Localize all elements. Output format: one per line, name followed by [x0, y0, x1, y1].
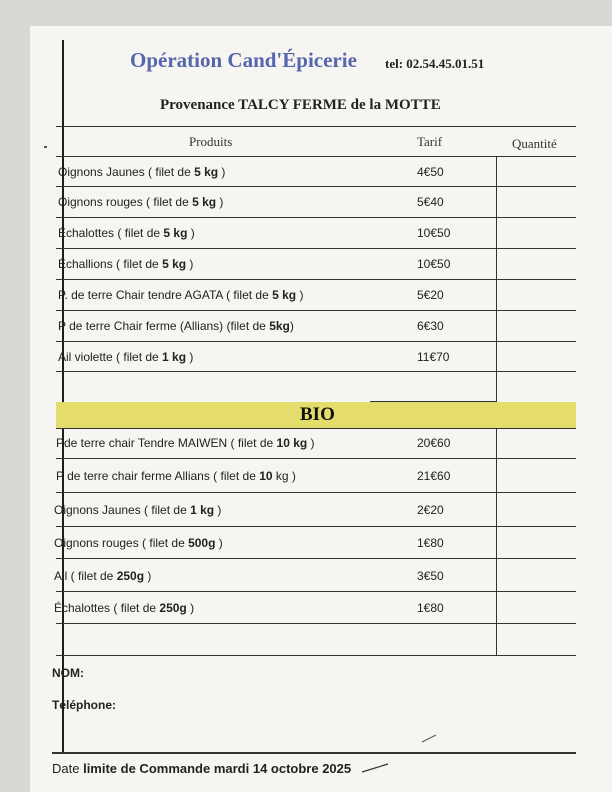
- bio-product-row-name: P de terre chair ferme Allians ( filet de 10 kg ): [56, 469, 296, 483]
- column-header-produits: Produits: [189, 134, 233, 149]
- row-line: [56, 623, 576, 624]
- table-bottom-line: [56, 655, 576, 656]
- telephone-label: Téléphone:: [52, 698, 117, 712]
- row-line: [56, 279, 576, 280]
- row-line: [56, 310, 576, 311]
- product-row-name: P. de terre Chair tendre AGATA ( filet de 5 kg ): [58, 288, 304, 302]
- product-row-name: P de terre Chair ferme (Allians) (filet de 5kg): [58, 319, 294, 333]
- bio-product-row-name: Oignons rouges ( filet de 500g ): [54, 536, 223, 550]
- bio-product-row-price: 21€60: [417, 469, 451, 483]
- phone-number: tel: 02.54.45.01.51: [385, 56, 485, 71]
- product-row-price: 6€30: [417, 319, 444, 333]
- bio-product-row-price: 1€80: [417, 601, 444, 615]
- page-title: Opération Cand'Épicerie: [130, 48, 357, 72]
- product-row-name: Oignons Jaunes ( filet de 5 kg ): [58, 165, 226, 179]
- bio-section-title: BIO: [300, 404, 335, 425]
- bio-product-row-name: Pde terre chair Tendre MAIWEN ( filet de 10 kg ): [56, 436, 315, 450]
- pen-stroke-mark: [360, 760, 390, 776]
- bio-product-row-name: Ail ( filet de 250g ): [54, 569, 152, 583]
- row-line: [56, 341, 576, 342]
- column-header-quantite: Quantité: [512, 136, 557, 151]
- product-row-price: 5€20: [417, 288, 444, 302]
- bio-product-row-name: Échalottes ( filet de 250g ): [54, 601, 195, 615]
- row-line: [56, 428, 576, 429]
- bio-product-row-price: 20€60: [417, 436, 451, 450]
- row-line: [56, 248, 576, 249]
- paper-mark: [44, 146, 47, 148]
- bio-product-row-name: Oignons Jaunes ( filet de 1 kg ): [54, 503, 222, 517]
- bio-product-row-price: 1€80: [417, 536, 444, 550]
- product-row-price: 4€50: [417, 165, 444, 179]
- product-row-price: 10€50: [417, 226, 451, 240]
- row-line: [56, 186, 576, 187]
- header-bottom-line: [56, 156, 576, 157]
- product-row-price: 10€50: [417, 257, 451, 271]
- row-line: [56, 458, 576, 459]
- row-line: [56, 558, 576, 559]
- provenance-line: Provenance TALCY FERME de la MOTTE: [160, 97, 441, 113]
- nom-label: NOM:: [52, 666, 84, 680]
- bio-top-line: [370, 401, 496, 402]
- row-line: [56, 217, 576, 218]
- product-row-name: Ail violette ( filet de 1 kg ): [58, 350, 194, 364]
- table-top-line: [56, 126, 576, 127]
- pen-stroke-mark: [420, 732, 440, 746]
- bio-product-row-price: 2€20: [417, 503, 444, 517]
- product-row-name: Oignons rouges ( filet de 5 kg ): [58, 195, 224, 209]
- product-row-name: Échalottes ( filet de 5 kg ): [58, 226, 195, 240]
- row-line: [56, 371, 576, 372]
- bio-product-row-price: 3€50: [417, 569, 444, 583]
- column-header-tarif: Tarif: [417, 134, 443, 149]
- row-line: [56, 526, 576, 527]
- product-row-price: 11€70: [417, 350, 450, 364]
- form-left-border: [62, 40, 64, 752]
- product-row-price: 5€40: [417, 195, 444, 209]
- row-line: [56, 492, 576, 493]
- order-deadline: Date limite de Commande mardi 14 octobre 2025: [52, 761, 352, 776]
- product-row-name: Échallions ( filet de 5 kg ): [58, 257, 194, 271]
- form-bottom-line: [52, 752, 576, 754]
- row-line: [56, 591, 576, 592]
